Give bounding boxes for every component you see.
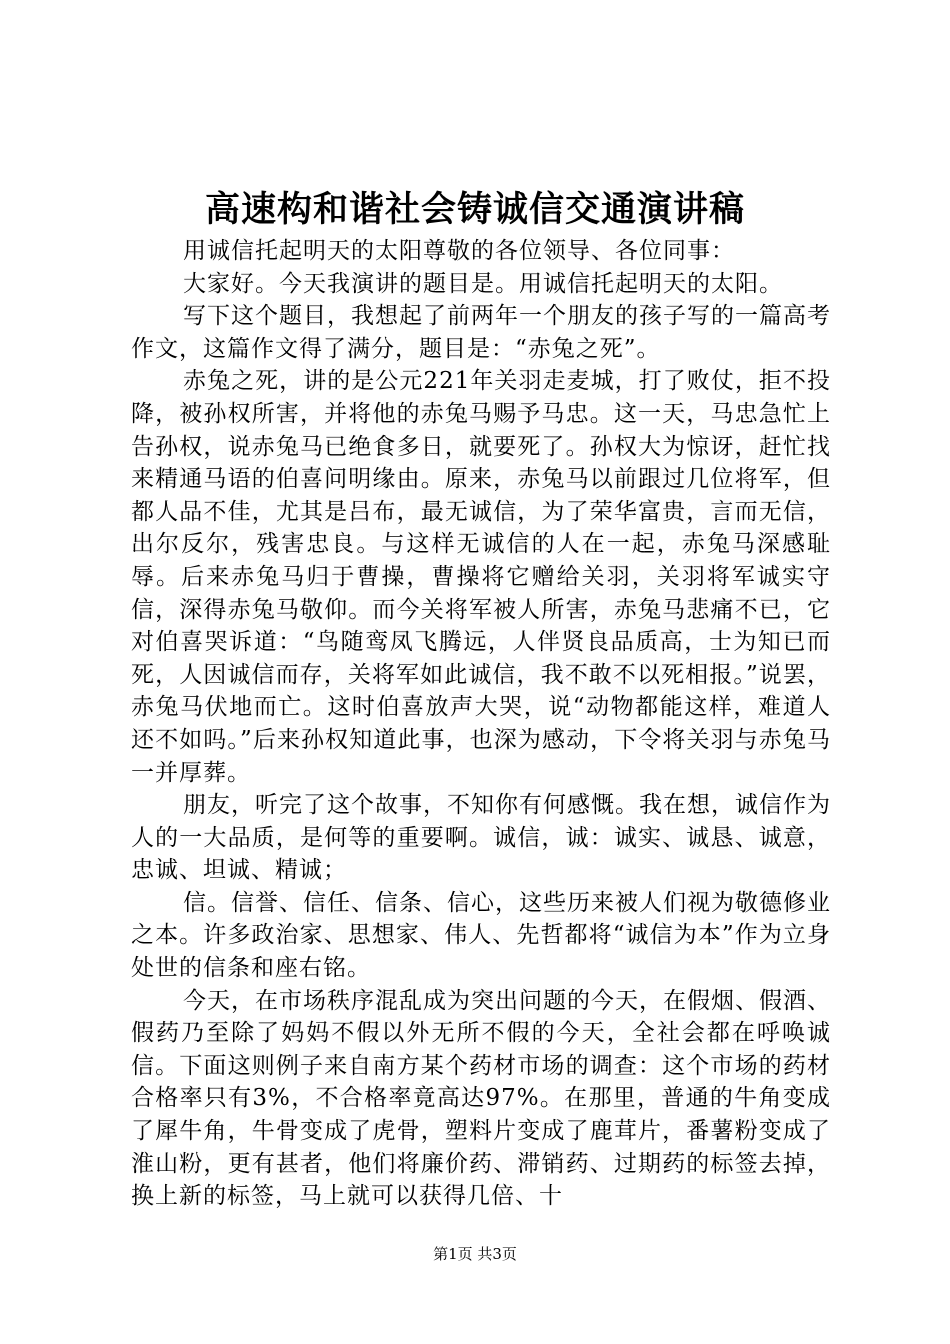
paragraph-opening: 大家好。今天我演讲的题目是。用诚信托起明天的太阳。	[183, 270, 783, 297]
document-body	[131, 235, 831, 1213]
paragraph-reflection: 朋友，听完了这个故事，不知你有何感慨。我在想，诚信作为人的一大品质，是何等的重要啊。诚信，诚：诚实、诚恳、诚意，忠诚、坦诚、精诚；	[131, 792, 831, 884]
paragraph-topic: 写下这个题目，我想起了前两年一个朋友的孩子写的一篇高考作文，这篇作文得了满分，题目是：“赤兔之死”。	[131, 303, 831, 362]
page-footer: 第1页 共3页	[433, 1245, 517, 1263]
paragraph-trust: 信。信誉、信任、信条、信心，这些历来被人们视为敬德修业之本。许多政治家、思想家、伟人、先哲都将“诚信为本”作为立身处世的信条和座右铭。	[131, 889, 831, 982]
paragraph-market: 今天，在市场秩序混乱成为突出问题的今天，在假烟、假酒、假药乃至除了妈妈不假以外无所不假的今天，全社会都在呼唤诚信。下面这则例子来自南方某个药材市场的调查：这个市场的药材合格率只有3%，不合格率竟高达97%。在那里，普通的牛角变成了犀牛角，牛骨变成了虎骨，塑料片变成了鹿茸片，番薯粉变成了淮山粉，更有甚者，他们将廉价药、滞销药、过期药的标签去掉，换上新的标签，马上就可以获得几倍、十	[131, 987, 831, 1210]
paragraph-story: 赤兔之死，讲的是公元221年关羽走麦城，打了败仗，拒不投降，被孙权所害，并将他的赤兔马赐予马忠。这一天，马忠急忙上告孙权，说赤兔马已绝食多日，就要死了。孙权大为惊讶，赶忙找来精通马语的伯喜问明缘由。原来，赤兔马以前跟过几位将军，但都人品不佳，尤其是吕布，最无诚信，为了荣华富贵，言而无信，出尔反尔，残害忠良。与这样无诚信的人在一起，赤兔马深感耻辱。后来赤兔马归于曹操，曹操将它赠给关羽，关羽将军诚实守信，深得赤兔马敬仰。而今关将军被人所害，赤兔马悲痛不已，它对伯喜哭诉道：“鸟随鸾凤飞腾远，人伴贤良品质高，士为知已而死，人因诚信而存，关将军如此诚信，我不敢不以死相报。”说罢，赤兔马伏地而亡。这时伯喜放声大哭，说“动物都能这样，难道人还不如吗。”后来孙权知道此事，也深为感动，下令将关羽与赤兔马一并厚葬。	[131, 368, 831, 786]
document-title: 高速构和谐社会铸诚信交通演讲稿	[204, 189, 745, 230]
paragraph-greeting: 用诚信托起明天的太阳尊敬的各位领导、各位同事：	[183, 238, 735, 264]
